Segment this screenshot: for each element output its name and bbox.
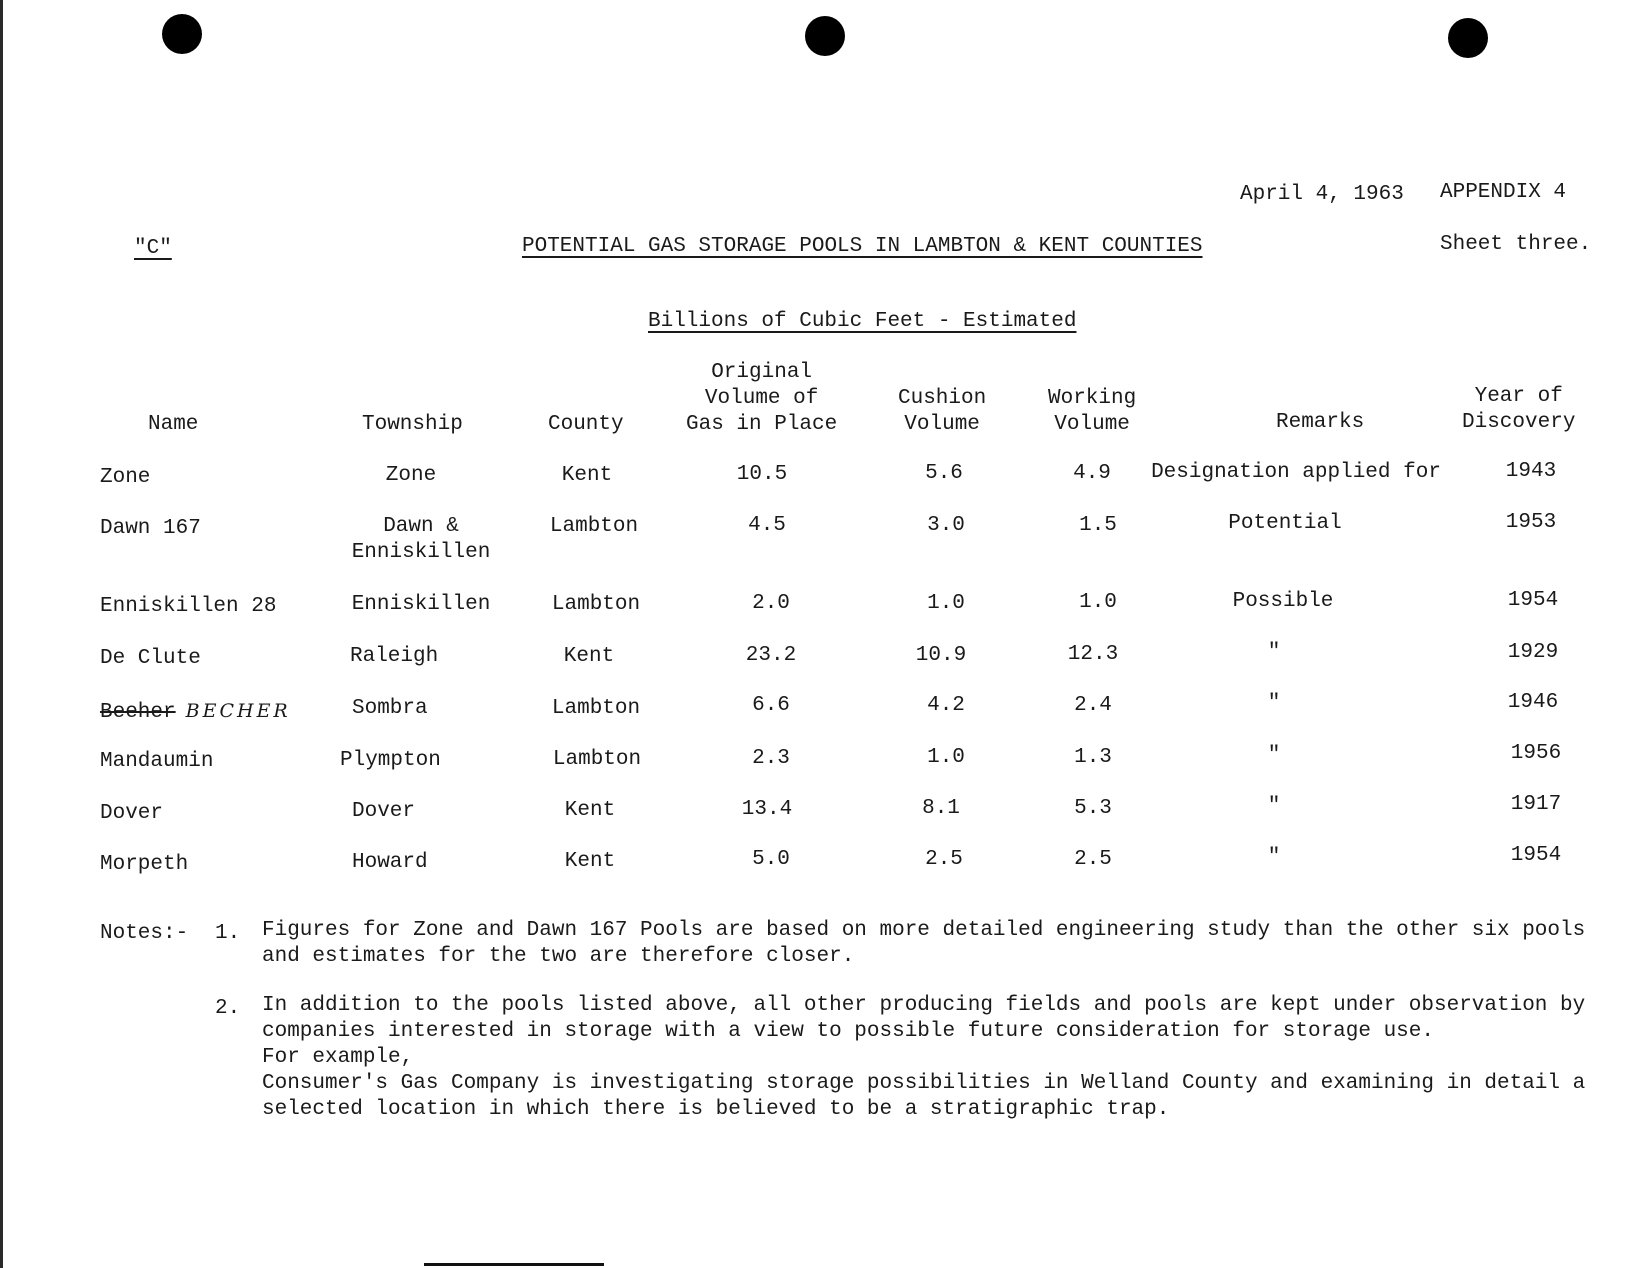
cell-name: Enniskillen 28 [100, 595, 277, 618]
col-header-working-volume: Working Volume [1048, 387, 1137, 436]
cell-cushion-volume: 10.9 [915, 644, 967, 667]
cell-original-volume: 10.5 [736, 463, 788, 486]
units-subtitle: Billions of Cubic Feet - Estimated [648, 310, 1077, 333]
cell-cushion-volume: 2.5 [925, 848, 963, 871]
cell-county: Kent [563, 645, 615, 668]
cell-name: Zone [100, 466, 151, 489]
cell-county: Lambton [551, 593, 641, 616]
cell-county: Kent [564, 799, 616, 822]
cell-township: Enniskillen [351, 593, 491, 616]
cell-remarks: " [1267, 846, 1281, 869]
cell-name: De Clute [100, 647, 201, 670]
cell-remarks: Possible [1232, 590, 1334, 613]
bottom-rule [424, 1263, 604, 1266]
note-text: Figures for Zone and Dawn 167 Pools are based on more detailed engineering study than the other six pools and estimates for the two are therefore closer. [262, 919, 1586, 968]
cell-working-volume: 1.3 [1074, 746, 1112, 769]
cell-working-volume: 4.9 [1073, 462, 1111, 485]
cell-name: Dover [100, 802, 164, 825]
cell-cushion-volume: 3.0 [927, 514, 965, 537]
col-header-township: Township [362, 413, 463, 436]
cell-cushion-volume: 5.6 [925, 462, 963, 485]
cell-township: Plympton [340, 749, 441, 772]
cell-year: 1917 [1510, 793, 1562, 816]
cell-working-volume: 1.0 [1079, 591, 1117, 614]
cell-township: Howard [352, 851, 428, 874]
cell-cushion-volume: 4.2 [927, 694, 965, 717]
cell-township: Dawn & Enniskillen [351, 515, 491, 564]
cell-remarks: Designation applied for [1151, 461, 1441, 484]
struck-name: Beeher [100, 701, 176, 724]
cell-remarks: " [1267, 795, 1281, 818]
binder-hole-right [1448, 18, 1488, 58]
cell-county: Lambton [552, 748, 642, 771]
col-header-county: County [548, 413, 624, 436]
cell-cushion-volume: 1.0 [927, 592, 965, 615]
cell-original-volume: 2.0 [752, 592, 790, 615]
binder-hole-left [162, 14, 202, 54]
page-left-edge [0, 0, 3, 1268]
cell-name: Dawn 167 [100, 517, 201, 540]
cell-original-volume: 13.4 [741, 798, 793, 821]
col-header-name: Name [148, 413, 199, 436]
cell-working-volume: 2.4 [1074, 694, 1112, 717]
cell-working-volume: 5.3 [1074, 797, 1112, 820]
col-header-year: Year of Discovery [1462, 385, 1576, 434]
cell-remarks: " [1267, 692, 1281, 715]
cell-name [100, 698, 291, 726]
cell-year: 1929 [1507, 641, 1559, 664]
col-header-original-volume: Original Volume of Gas in Place [686, 361, 838, 436]
cell-county: Kent [561, 464, 613, 487]
cell-cushion-volume: 8.1 [922, 797, 960, 820]
cell-year: 1943 [1505, 460, 1557, 483]
cell-working-volume: 1.5 [1079, 514, 1117, 537]
cell-township: Zone [385, 464, 437, 487]
handwritten-name-correction: BECHER [185, 700, 291, 722]
cell-year: 1954 [1510, 844, 1562, 867]
notes-label: Notes:- [100, 922, 189, 945]
section-marker: "C" [134, 237, 172, 260]
cell-working-volume: 2.5 [1074, 848, 1112, 871]
col-header-remarks: Remarks [1276, 411, 1365, 434]
cell-county: Lambton [551, 697, 641, 720]
cell-name: Morpeth [100, 853, 189, 876]
cell-township: Dover [352, 800, 416, 823]
cell-original-volume: 4.5 [748, 514, 786, 537]
cell-original-volume: 2.3 [752, 747, 790, 770]
sheet-label: Sheet three. [1440, 233, 1592, 256]
binder-hole-center [805, 16, 845, 56]
cell-original-volume: 6.6 [752, 694, 790, 717]
document-title: POTENTIAL GAS STORAGE POOLS IN LAMBTON & KENT COUNTIES [522, 235, 1203, 258]
cell-name: Mandaumin [100, 750, 214, 773]
cell-year: 1956 [1510, 742, 1562, 765]
note-text: In addition to the pools listed above, all other producing fields and pools are kept under observation by companies interested in storage with a view to possible future consideration for storage use. For example, Consumer's Gas Company is investigating storage possibilities in Welland County and examining in detail a selected location in which there is believed to be a stratigraphic trap. [262, 994, 1586, 1121]
cell-county: Lambton [549, 515, 639, 538]
cell-township: Sombra [352, 697, 428, 720]
cell-year: 1953 [1505, 511, 1557, 534]
cell-remarks: Potential [1228, 512, 1342, 535]
cell-original-volume: 23.2 [745, 644, 797, 667]
cell-year: 1946 [1507, 691, 1559, 714]
cell-original-volume: 5.0 [752, 848, 790, 871]
cell-county: Kent [564, 850, 616, 873]
note-number: 2. [215, 997, 241, 1020]
cell-township: Raleigh [350, 645, 439, 668]
cell-remarks: " [1267, 641, 1281, 664]
document-date: April 4, 1963 [1240, 183, 1404, 206]
cell-remarks: " [1267, 744, 1281, 767]
cell-working-volume: 12.3 [1067, 643, 1119, 666]
note-number: 1. [215, 922, 241, 945]
col-header-cushion-volume: Cushion Volume [898, 387, 987, 436]
appendix-label: APPENDIX 4 [1440, 181, 1567, 204]
cell-year: 1954 [1507, 589, 1559, 612]
cell-cushion-volume: 1.0 [927, 746, 965, 769]
